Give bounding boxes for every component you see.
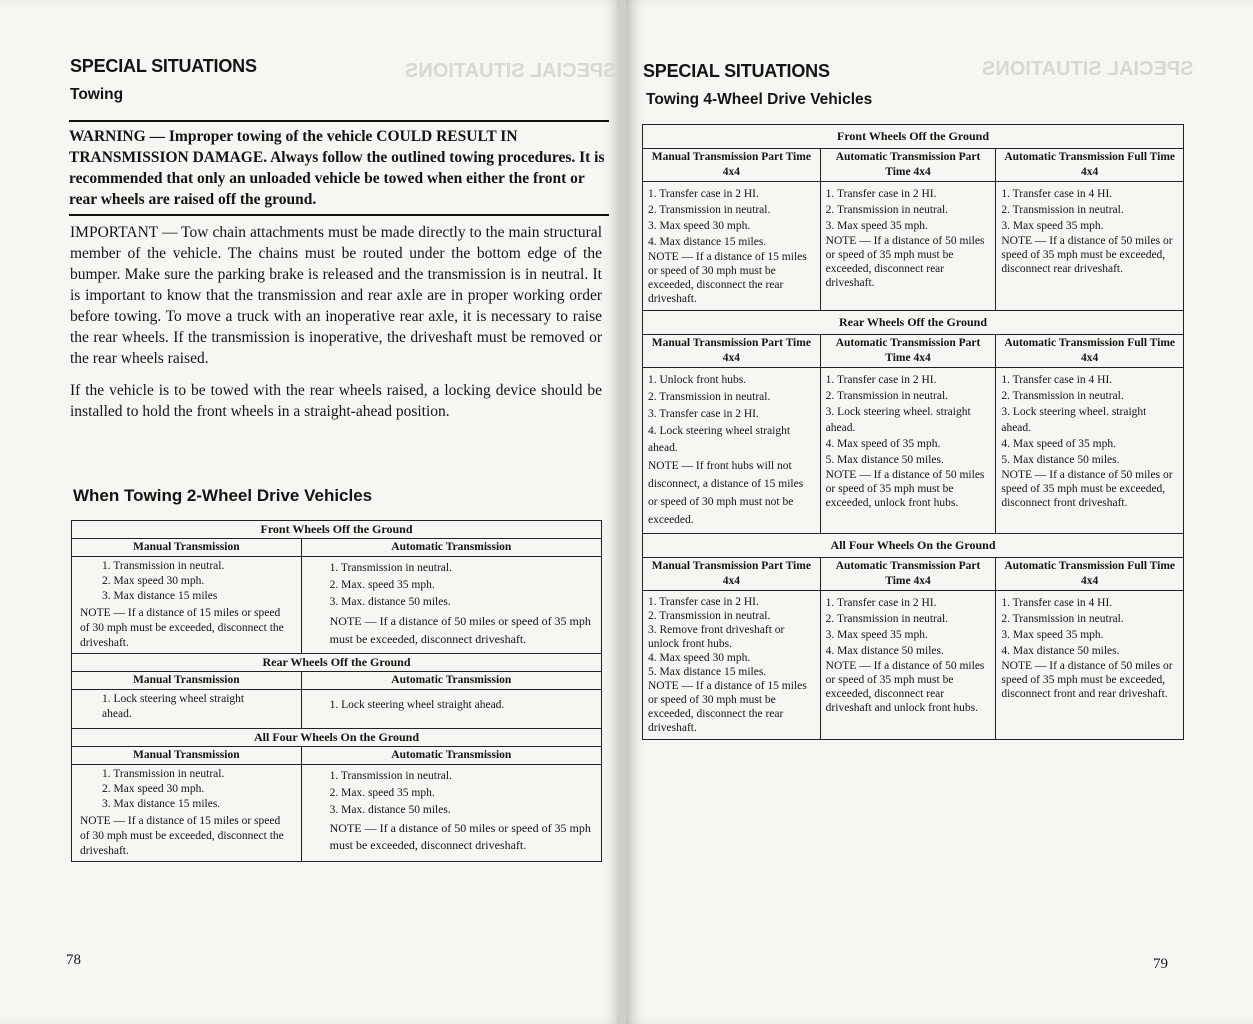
step: 3. Max. distance 50 miles. xyxy=(329,804,451,816)
step: 4. Max distance 15 miles. xyxy=(648,236,767,248)
step: 4. Lock steering wheel straight ahead. xyxy=(648,425,791,454)
group-title: All Four Wheels On the Ground xyxy=(72,729,602,747)
section-title: SPECIAL SITUATIONS xyxy=(643,61,830,81)
col-auto-part-time: Automatic Transmission Part Time 4x4 xyxy=(820,149,996,182)
note: NOTE — If a distance of 15 miles or speed of 30 mph must be exceeded, disconnect the driveshaft. xyxy=(80,815,284,857)
step: 1. Transmission in neutral. xyxy=(102,560,225,572)
step: 5. Max distance 50 miles. xyxy=(825,454,944,466)
step: 5. Max distance 15 miles. xyxy=(648,666,767,678)
step: 1. Transfer case in 2 HI. xyxy=(648,188,759,200)
auto-steps xyxy=(301,765,601,862)
group-title: Rear Wheels Off the Ground xyxy=(72,654,602,672)
group-title: All Four Wheels On the Ground xyxy=(643,534,1184,558)
page-subtitle: Towing xyxy=(70,86,124,103)
step: 3. Lock steering wheel. straight ahead. xyxy=(1001,406,1147,434)
note: NOTE — If a distance of 15 miles or speed of 30 mph must be exceeded, disconnect the rear driveshaft. xyxy=(648,251,807,305)
step: 2. Transmission in neutral. xyxy=(825,204,949,216)
manual-steps xyxy=(643,368,821,534)
step: 4. Max distance 50 miles. xyxy=(1001,645,1120,657)
towing-4wd-table xyxy=(642,124,1184,740)
step: 1. Transfer case in 2 HI. xyxy=(825,188,937,200)
note: NOTE — If a distance of 50 miles or speed of 35 mph must be exceeded, unlock front hubs. xyxy=(825,469,985,509)
col-auto: Automatic Transmission xyxy=(301,539,601,557)
auto-steps xyxy=(301,557,601,654)
col-manual: Manual Transmission xyxy=(72,539,302,557)
col-auto-full-time: Automatic Transmission Full Time 4x4 xyxy=(996,558,1184,591)
step: 2. Transmission in neutral. xyxy=(825,613,949,625)
auto-part-time-steps xyxy=(820,591,996,740)
auto-steps xyxy=(301,690,601,729)
col-manual: Manual Transmission Part Time 4x4 xyxy=(643,558,821,591)
col-auto: Automatic Transmission xyxy=(301,747,601,765)
step: 3. Transfer case in 2 HI. xyxy=(648,408,759,420)
col-auto-full-time: Automatic Transmission Full Time 4x4 xyxy=(996,335,1184,368)
note: NOTE — If a distance of 50 miles or speed of 35 mph must be exceeded, disconnect driveshaft. xyxy=(329,614,591,646)
step: 1. Transfer case in 2 HI. xyxy=(648,596,759,608)
col-auto-part-time: Automatic Transmission Part Time 4x4 xyxy=(820,335,996,368)
page-number: 79 xyxy=(1153,956,1168,972)
step: 4. Max distance 50 miles. xyxy=(825,645,944,657)
step: 3. Max distance 15 miles. xyxy=(102,798,221,810)
step: 3. Max speed 35 mph. xyxy=(825,629,928,641)
step: 1. Transfer case in 2 HI. xyxy=(825,597,937,609)
step: 1. Transmission in neutral. xyxy=(329,562,452,574)
step: 3. Max distance 15 miles xyxy=(102,590,218,602)
page-right xyxy=(626,0,1253,1024)
col-manual: Manual Transmission Part Time 4x4 xyxy=(643,149,821,182)
col-manual: Manual Transmission xyxy=(72,672,302,690)
step: 1. Transfer case in 4 HI. xyxy=(1001,597,1113,609)
group-all-four-wheels xyxy=(643,534,1184,740)
note: NOTE — If a distance of 15 miles or speed of 30 mph must be exceeded, disconnect the driveshaft. xyxy=(80,607,284,649)
col-auto: Automatic Transmission xyxy=(301,672,601,690)
step: 2. Max speed 30 mph. xyxy=(102,783,205,795)
auto-full-time-steps xyxy=(996,591,1184,740)
step: 2. Max. speed 35 mph. xyxy=(329,579,435,591)
note: NOTE — If a distance of 50 miles or speed of 35 mph must be exceeded, disconnect rear driveshaft. xyxy=(1001,235,1173,275)
page-number: 78 xyxy=(66,952,81,968)
note: NOTE — If a distance of 50 miles or speed of 35 mph must be exceeded, disconnect driveshaft. xyxy=(329,821,591,852)
step: 1. Transfer case in 4 HI. xyxy=(1001,374,1113,386)
step: 4. Max speed of 35 mph. xyxy=(825,438,941,450)
note: NOTE — If a distance of 15 miles or speed of 30 mph must be exceeded, disconnect the rear driveshaft. xyxy=(648,680,807,734)
step: 2. Transmission in neutral. xyxy=(1001,204,1124,216)
step: 2. Transmission in neutral. xyxy=(648,610,771,622)
step: 2. Transmission in neutral. xyxy=(1001,390,1124,402)
manual-steps xyxy=(643,182,821,311)
manual-steps xyxy=(643,591,821,740)
step: 2. Transmission in neutral. xyxy=(648,204,771,216)
group-rear-wheels-off xyxy=(72,654,602,729)
note: NOTE — If a distance of 50 miles or speed of 35 mph must be exceeded, disconnect front and rear driveshaft. xyxy=(1001,660,1173,700)
step: 2. Transmission in neutral. xyxy=(1001,613,1124,625)
section-title: SPECIAL SITUATIONS xyxy=(70,56,257,76)
step: 1. Transfer case in 4 HI. xyxy=(1001,188,1113,200)
group-front-wheels-off xyxy=(643,125,1184,311)
step: 4. Max speed of 35 mph. xyxy=(1001,438,1117,450)
bleed-through-text: SPECIAL SITUATIONS xyxy=(982,58,1194,80)
step: 3. Max speed 35 mph. xyxy=(1001,220,1104,232)
col-manual: Manual Transmission xyxy=(72,747,302,765)
step: 1. Lock steering wheel straight ahead. xyxy=(329,699,505,711)
step: 3. Max speed 35 mph. xyxy=(825,220,928,232)
step: 5. Max distance 50 miles. xyxy=(1001,454,1120,466)
important-paragraph: IMPORTANT — Tow chain attachments must be made directly to the main structural member of the vehicle. The chains must be routed under the bottom edge of the bumper. Make sure the parking brake is released and the transmission is in neutral. It is important to know that the transmission and rear axle are in proper working order before towing. To move a truck with an inoperative rear axle, it is necessary to raise the rear wheels. If the transmission is inoperative, the driveshaft must be removed or the rear wheels raised. xyxy=(70,224,602,367)
manual-steps xyxy=(72,765,302,862)
bleed-through-text: SPECIAL SITUATIONS xyxy=(405,60,617,82)
step: 1. Transmission in neutral. xyxy=(102,768,225,780)
step: 4. Max speed 30 mph. xyxy=(648,652,751,664)
step: 2. Transmission in neutral. xyxy=(648,391,771,403)
auto-part-time-steps xyxy=(820,368,996,534)
step: 1. Unlock front hubs. xyxy=(648,374,747,386)
col-auto-full-time: Automatic Transmission Full Time 4x4 xyxy=(996,149,1184,182)
note: NOTE — If a distance of 50 miles or speed of 35 mph must be exceeded, disconnect rear driveshaft. xyxy=(825,235,985,289)
step: 1. Transfer case in 2 HI. xyxy=(825,374,937,386)
heading-2wd: When Towing 2-Wheel Drive Vehicles xyxy=(73,486,373,505)
step: 2. Max speed 30 mph. xyxy=(102,575,205,587)
group-all-four-wheels xyxy=(72,729,602,862)
manual-steps xyxy=(72,557,302,654)
auto-part-time-steps xyxy=(820,182,996,311)
note: NOTE — If a distance of 50 miles or speed of 35 mph must be exceeded, disconnect front driveshaft. xyxy=(1001,469,1173,509)
page-left xyxy=(0,0,622,1024)
step: 3. Remove front driveshaft or unlock front hubs. xyxy=(648,624,785,650)
auto-full-time-steps xyxy=(996,182,1184,311)
step: 3. Max. distance 50 miles. xyxy=(329,596,451,608)
group-front-wheels-off xyxy=(72,521,602,654)
warning-box: WARNING — Improper towing of the vehicle COULD RESULT IN TRANSMISSION DAMAGE. Always follow the outlined towing procedures. It is recommended that only an unloaded vehicle be towed when either the front or rear wheels are raised off the ground. xyxy=(69,120,609,216)
col-auto-part-time: Automatic Transmission Part Time 4x4 xyxy=(820,558,996,591)
step: 3. Lock steering wheel. straight ahead. xyxy=(825,406,971,434)
auto-full-time-steps xyxy=(996,368,1184,534)
locking-device-paragraph: If the vehicle is to be towed with the rear wheels raised, a locking device should be installed to hold the front wheels in a straight-ahead position. xyxy=(70,382,602,420)
group-title: Front Wheels Off the Ground xyxy=(72,521,602,539)
towing-2wd-table xyxy=(71,520,602,862)
step: 2. Transmission in neutral. xyxy=(825,390,949,402)
group-title: Front Wheels Off the Ground xyxy=(643,125,1184,149)
step: 2. Max. speed 35 mph. xyxy=(329,787,435,799)
page-subtitle: Towing 4-Wheel Drive Vehicles xyxy=(646,91,873,108)
col-manual: Manual Transmission Part Time 4x4 xyxy=(643,335,821,368)
note: NOTE — If a distance of 50 miles or speed of 35 mph must be exceeded, disconnect rear driveshaft and unlock front hubs. xyxy=(825,660,985,714)
step: 3. Max speed 30 mph. xyxy=(648,220,751,232)
step: 1. Transmission in neutral. xyxy=(329,770,452,782)
manual-steps xyxy=(72,690,302,729)
step: 3. Max speed 35 mph. xyxy=(1001,629,1104,641)
note: NOTE — If front hubs will not disconnect, a distance of 15 miles or speed of 30 mph must not be exceeded. xyxy=(648,460,804,526)
step: 1. Lock steering wheel straight ahead. xyxy=(102,693,245,720)
group-title: Rear Wheels Off the Ground xyxy=(643,311,1184,335)
group-rear-wheels-off xyxy=(643,311,1184,534)
